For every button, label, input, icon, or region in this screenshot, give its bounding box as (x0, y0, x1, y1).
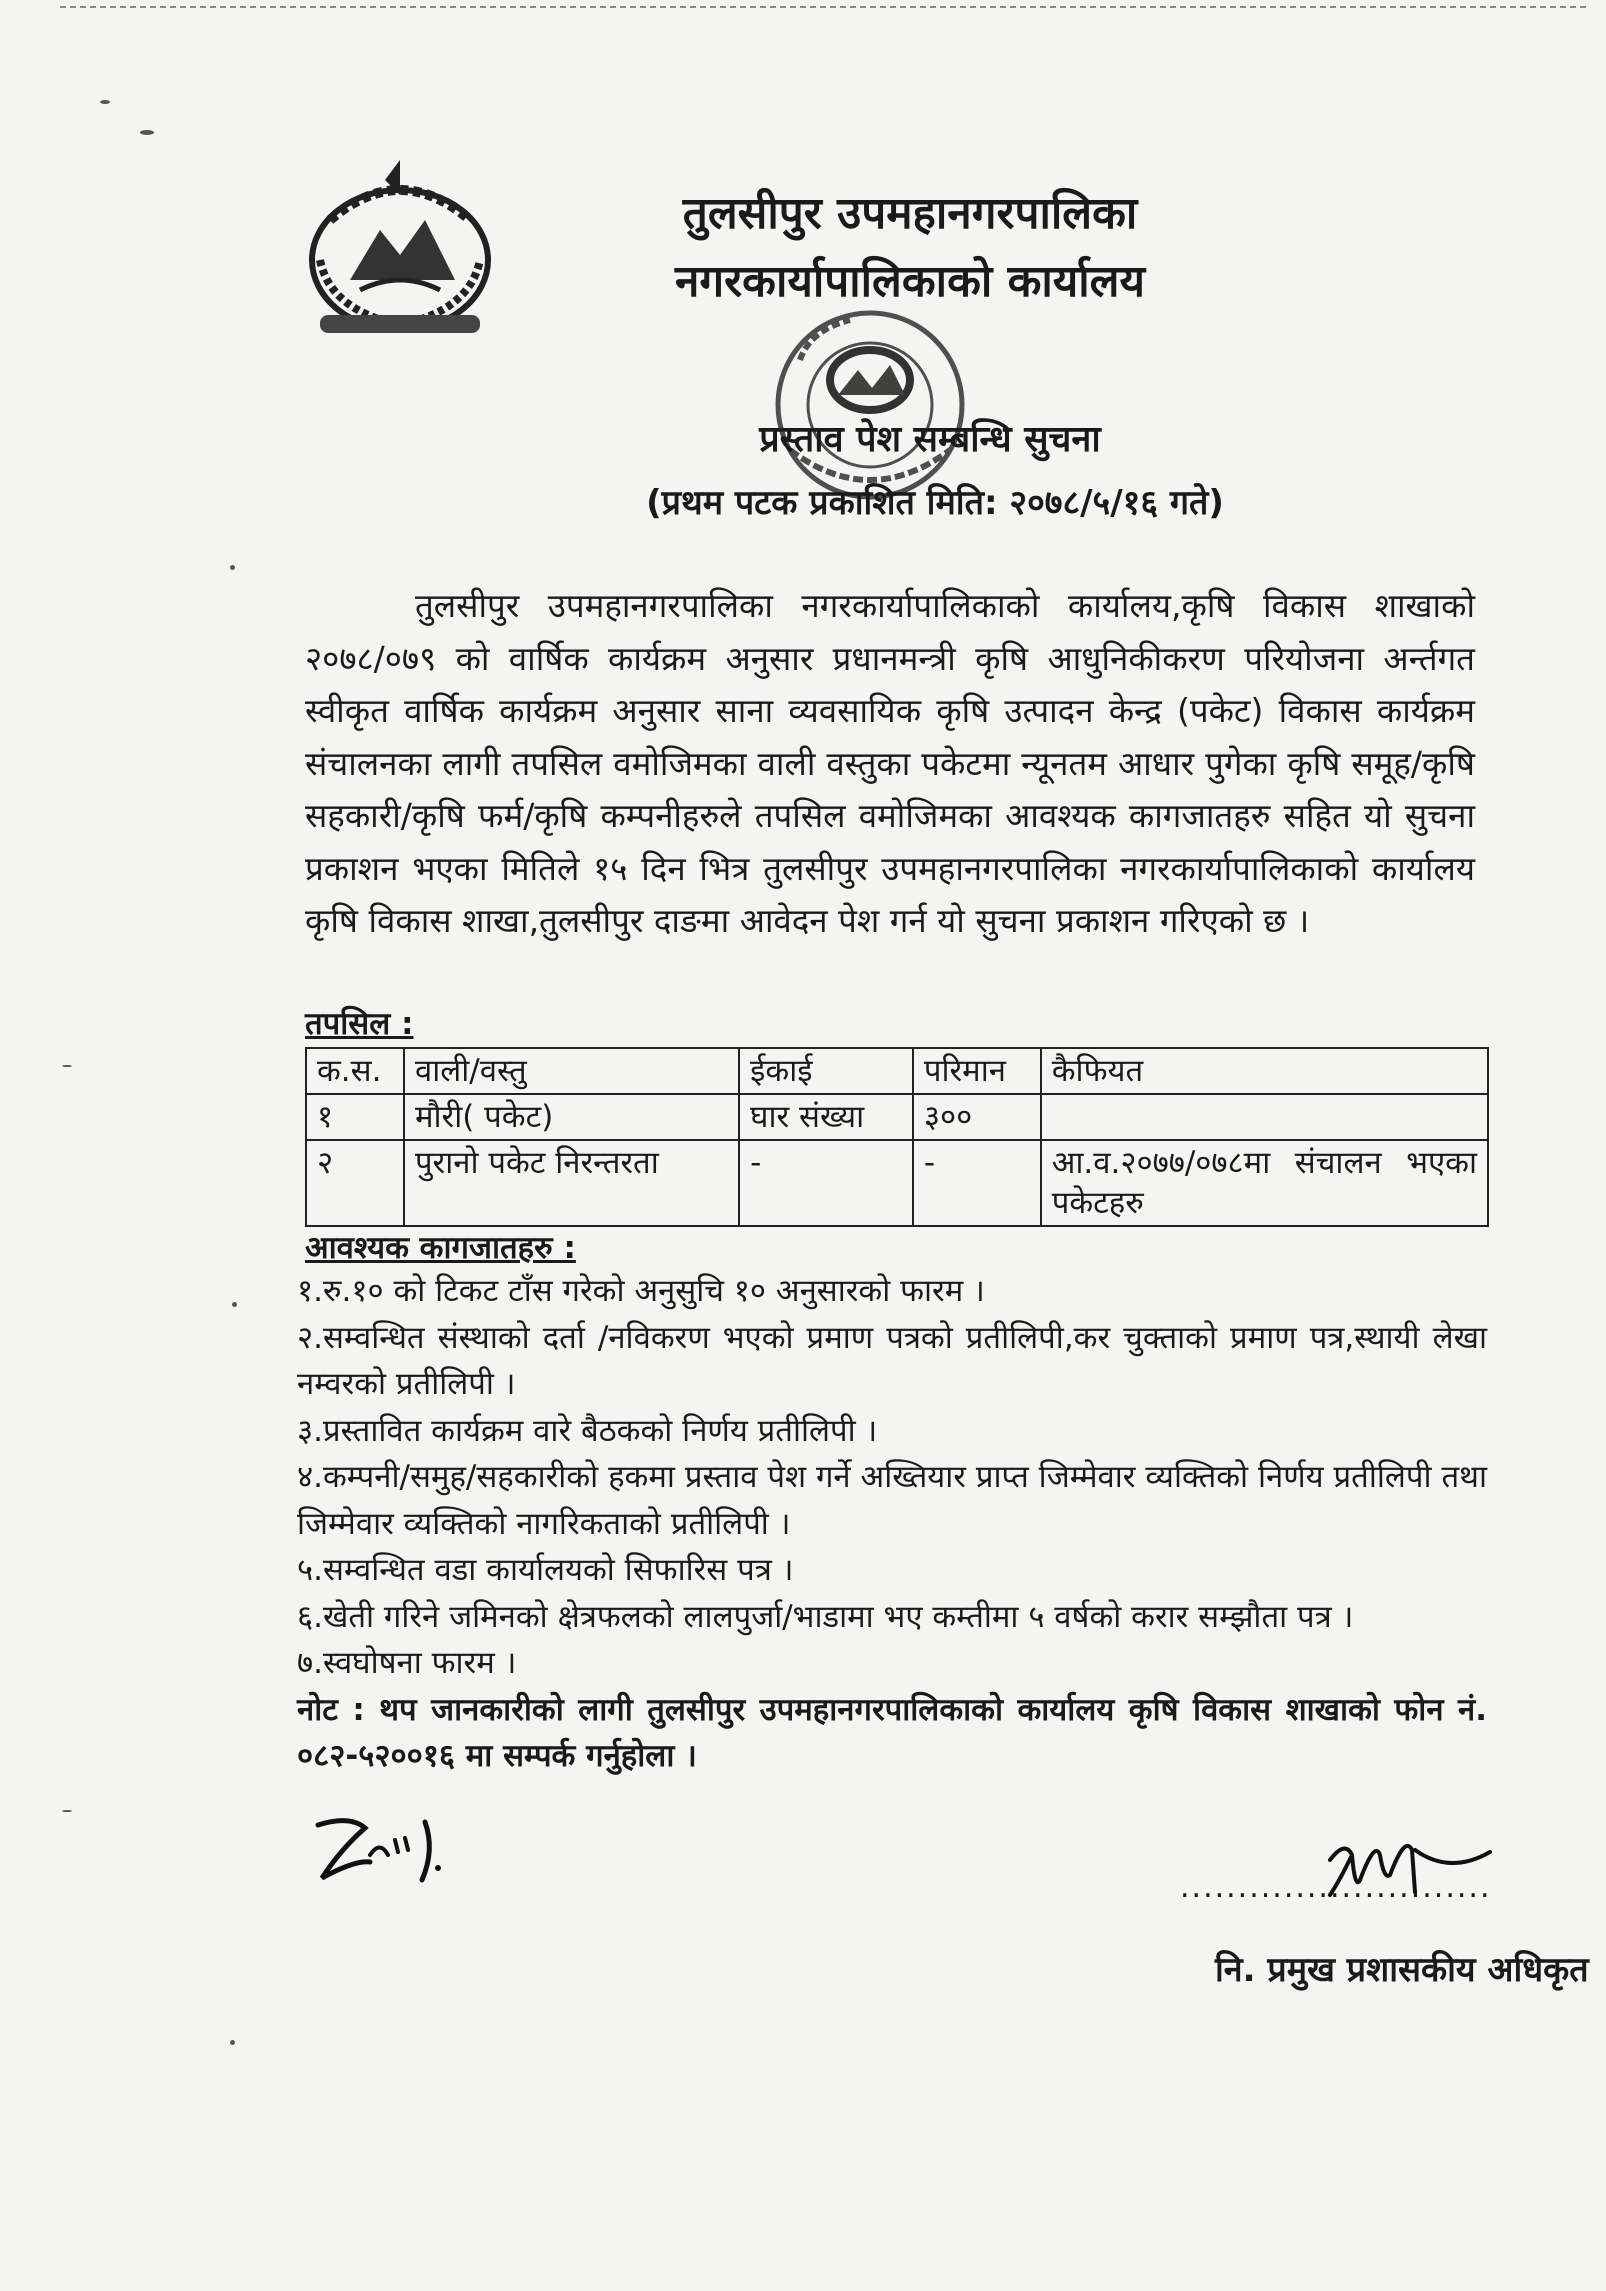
scan-speck (230, 2040, 235, 2045)
municipality-name: तुलसीपुर उपमहानगरपालिका (682, 188, 1138, 239)
cell-quantity: ३०० (913, 1094, 1041, 1140)
documents-label: आवश्यक कागजातहरु : (305, 1230, 576, 1266)
scan-speck (62, 1065, 72, 1067)
cell-serial: २ (306, 1140, 404, 1226)
documents-list (297, 1268, 1487, 1780)
scan-speck (62, 1810, 72, 1812)
scan-speck (100, 100, 110, 104)
cell-serial: १ (306, 1094, 404, 1140)
publication-date: (प्रथम पटक प्रकाशित मिति: २०७८/५/१६ गते) (646, 483, 1224, 523)
table-row (306, 1140, 1488, 1226)
header-cell-crop: वाली/वस्तु (404, 1048, 739, 1094)
notice-body: तुलसीपुर उपमहानगरपालिका नगरकार्यापालिकाको कार्यालय,कृषि विकास शाखाको २०७८/०७९ को वार्षिक कार्यक्रम अनुसार प्रधानमन्त्री कृषि आधुनिकीकरण परियोजना अर्न्तगत स्वीकृत वार्षिक कार्यक्रम अनुसार साना व्यवसायिक कृषि उत्पादन केन्द्र (पकेट) विकास कार्यक्रम संचालनका लागी तपसिल वमोजिमका वाली वस्तुका पकेटमा न्यूनतम आधार पुगेका कृषि समूह/कृषि सहकारी/कृषि फर्म/कृषि कम्पनीहरुले तपसिल वमोजिमका आवश्यक कागजातहरु सहित यो सुचना प्रकाशन भएका मितिले १५ दिन भित्र तुलसीपुर उपमहानगरपालिका नगरकार्यापालिकाको कार्यालय कृषि विकास शाखा,तुलसीपुर दाङमा आवेदन पेश गर्न यो सुचना प्रकाशन गरिएको छ । (305, 586, 1475, 940)
list-item: २.सम्वन्धित संस्थाको दर्ता /नविकरण भएको प्रमाण पत्रको प्रतीलिपी,कर चुक्ताको प्रमाण पत्र,स्थायी लेखा नम्वरको प्रतीलिपी । (297, 1319, 1487, 1402)
office-name: नगरकार्यापालिकाको कार्यालय (674, 256, 1146, 307)
table-header-row (306, 1048, 1488, 1094)
cell-crop: मौरी( पकेट) (404, 1094, 739, 1140)
list-item: ३.प्रस्तावित कार्यक्रम वारे बैठकको निर्णय प्रतीलिपी । (297, 1412, 878, 1449)
cell-unit: घार संख्या (739, 1094, 913, 1140)
list-item: ४.कम्पनी/समुह/सहकारीको हकमा प्रस्ताव पेश गर्ने अख्तियार प्राप्त जिम्मेवार व्यक्तिको निर्णय प्रतीलिपी तथा जिम्मेवार व्यक्तिको नागरिकताको प्रतीलिपी । (297, 1459, 1487, 1542)
list-item: ६.खेती गरिने जमिनको क्षेत्रफलको लालपुर्जा/भाडामा भए कम्तीमा ५ वर्षको करार सम्झौता पत्र । (297, 1598, 1354, 1635)
scan-speck (230, 565, 235, 570)
cell-remarks: आ.व.२०७७/०७८मा संचालन भएका पकेटहरु (1041, 1140, 1488, 1226)
header-cell-quantity: परिमान (913, 1048, 1041, 1094)
notice-title: प्रस्ताव पेश सम्बन्धि सुचना (759, 419, 1101, 460)
government-emblem-icon (290, 150, 510, 350)
header-cell-remarks: कैफियत (1041, 1048, 1488, 1094)
office-header (560, 185, 1260, 311)
officer-designation: नि. प्रमुख प्रशासकीय अधिकृत (1215, 1950, 1589, 1990)
scan-speck (232, 1302, 237, 1307)
cell-crop: पुरानो पकेट निरन्तरता (404, 1140, 739, 1226)
header-cell-serial: क.स. (306, 1048, 404, 1094)
list-item: ५.सम्वन्धित वडा कार्यालयको सिफारिस पत्र । (297, 1552, 794, 1588)
schedule-table (305, 1047, 1489, 1227)
list-item: ७.स्वघोषना फारम । (297, 1645, 517, 1681)
top-border (60, 6, 1586, 8)
cell-unit: - (739, 1140, 913, 1226)
signature-line: ........................... (1180, 1870, 1492, 1905)
scan-speck (140, 130, 154, 135)
contact-note: नोट : थप जानकारीको लागी तुलसीपुर उपमहानगरपालिकाको कार्यालय कृषि विकास शाखाको फोन नं. ०८२-५२००१६ मा सम्पर्क गर्नुहोला । (297, 1691, 1487, 1774)
cell-quantity: - (913, 1140, 1041, 1226)
cell-remarks (1041, 1094, 1488, 1140)
schedule-label: तपसिल : (305, 1006, 414, 1042)
table-row (306, 1094, 1488, 1140)
header-cell-unit: ईकाई (739, 1048, 913, 1094)
handwritten-initials-icon (310, 1800, 460, 1890)
list-item: १.रु.१० को टिकट टाँस गरेको अनुसुचि १० अनुसारको फारम । (297, 1273, 985, 1309)
